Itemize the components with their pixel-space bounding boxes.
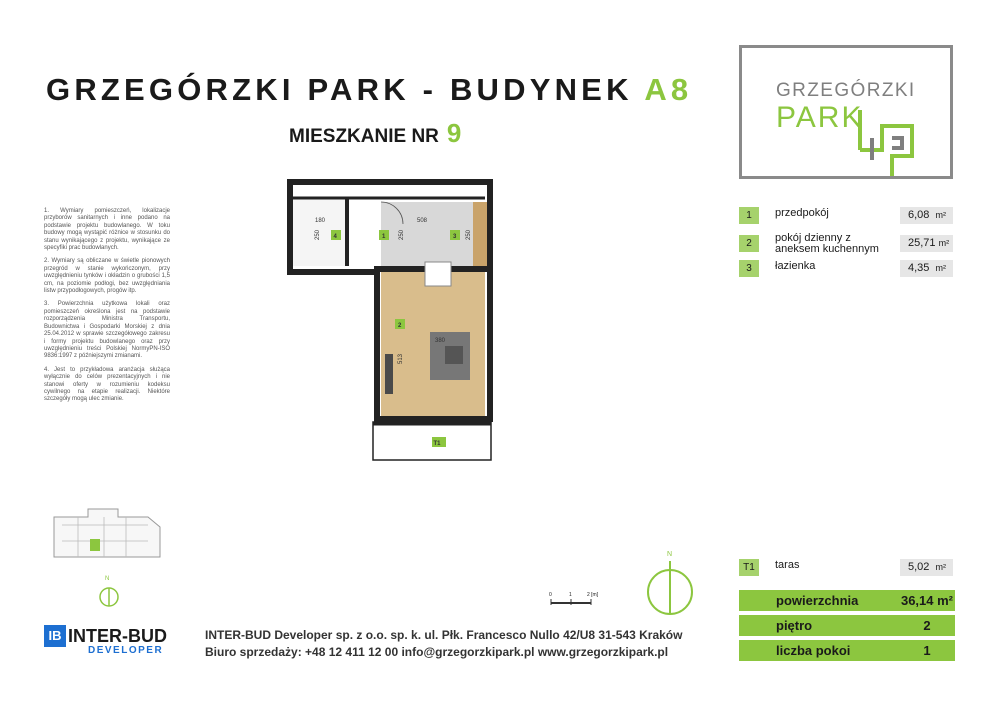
dim-380: 380 xyxy=(435,338,446,344)
room-area: 4,35 m² xyxy=(900,260,953,277)
compass-large-label: N xyxy=(667,551,673,558)
dim-250a: 250 xyxy=(315,229,321,240)
dim-180: 180 xyxy=(315,218,326,224)
note-4: 4. Jest to przykładowa aranżacja służąca wyłącznie do celów prezentacyjnych i nie stanowi oferty w rozumieniu kodeksu cywilnego na etapie realizacji. Niektóre szczegóły mogą ulec zmianie. xyxy=(44,366,170,403)
room-number: 2 xyxy=(739,235,759,252)
floor-plan xyxy=(285,174,495,464)
developer-name: INTER-BUD xyxy=(68,625,167,646)
summary-floor-row: piętro 2 xyxy=(739,615,955,636)
plan-label-1: 1 xyxy=(382,234,386,240)
room-number: 3 xyxy=(739,260,759,277)
developer-logo-box: IB xyxy=(44,625,66,647)
summary-rooms-row: liczba pokoi 1 xyxy=(739,640,955,661)
page-title: GRZEGÓRZKI PARK - BUDYNEK A8 xyxy=(46,72,693,107)
room-name: łazienka xyxy=(775,260,816,272)
apartment-subtitle: MIESZKANIE NR 9 xyxy=(289,118,462,148)
dining-table xyxy=(425,262,451,286)
dim-508: 508 xyxy=(417,218,428,224)
scale-tick-2: 2 [m] xyxy=(587,592,599,598)
notes-column xyxy=(44,208,170,410)
note-3: 3. Powierzchnia użytkowa lokali oraz pomieszczeń określona jest na podstawie rozporządzenia Ministra Transportu, Budownictwa i Gospodarki Morskiej z dnia 25.04.2012 w sprawie szczegółowego zakresu i formy projektu budowlanego oraz przy uwzględnieniu treści Polskiej NormyPN-ISO 9836:1997 z późniejszymi zmianami. xyxy=(44,301,170,360)
compass-small-label: N xyxy=(105,576,110,582)
terrace-name: taras xyxy=(775,559,800,571)
dim-513: 513 xyxy=(398,353,404,364)
apartment-number: 9 xyxy=(446,118,462,148)
key-plan-apartment-highlight xyxy=(90,539,100,551)
logo-line2: PARK xyxy=(776,101,864,134)
key-plan xyxy=(48,505,168,565)
footer-address: INTER-BUD Developer sp. z o.o. sp. k. ul. Płk. Francesco Nullo 42/U8 31-543 Kraków xyxy=(205,628,683,642)
scale-tick-0: 0 xyxy=(549,592,552,598)
plan-label-t1: T1 xyxy=(433,441,441,447)
tv-cabinet xyxy=(385,354,393,394)
plan-label-3: 3 xyxy=(453,234,457,240)
developer-logo xyxy=(44,625,167,647)
compass-small-icon xyxy=(96,580,122,610)
room-name: pokój dzienny z aneksem kuchennym xyxy=(775,232,879,255)
plan-label-4: 4 xyxy=(333,234,337,240)
dim-250b: 250 xyxy=(399,229,405,240)
dim-250c: 250 xyxy=(466,229,472,240)
note-2: 2. Wymiary są obliczane w świetle pionowych przegród w stanie wykończonym, przy uwzględnieniu tynków i okładzin o grubości 1,5 cm, na poziomie podłogi, bez uwzględniania listw przypodłogowych, progów itp. xyxy=(44,258,170,295)
scale-bar xyxy=(545,585,615,609)
logo-p-mark-icon xyxy=(858,108,918,178)
terrace-number: T1 xyxy=(739,559,759,576)
developer-sub: DEVELOPER xyxy=(88,645,164,656)
terrace-area: 5,02 m² xyxy=(900,559,953,576)
summary-area-row: powierzchnia 36,14 m² xyxy=(739,590,955,611)
scale-tick-1: 1 xyxy=(569,592,572,598)
room-area: 25,71 m² xyxy=(900,235,953,252)
kitchen-counter xyxy=(473,202,487,266)
plan-label-2: 2 xyxy=(398,323,402,329)
room-row-1 xyxy=(739,207,953,227)
terrace-row xyxy=(739,559,953,579)
room-row-2 xyxy=(739,233,953,257)
building-code: A8 xyxy=(644,72,693,107)
room-name: przedpokój xyxy=(775,207,829,219)
logo-line1: GRZEGÓRZKI xyxy=(776,80,916,101)
room-number: 1 xyxy=(739,207,759,224)
compass-large-icon xyxy=(643,555,697,619)
room-area: 6,08 m² xyxy=(900,207,953,224)
coffee-table xyxy=(445,346,463,364)
footer-contact: Biuro sprzedaży: +48 12 411 12 00 info@grzegorzkipark.pl www.grzegorzkipark.pl xyxy=(205,645,669,659)
note-1: 1. Wymiary pomieszczeń, lokalizacje przyborów sanitarnych i inne podano na podstawie projektu budowlanego. W toku budowy mogą wystąpić różnice w stosunku do stanu wynikającego z projektu, wynikające ze specyfiki prac budowlanych. xyxy=(44,208,170,252)
room-row-3 xyxy=(739,260,953,280)
